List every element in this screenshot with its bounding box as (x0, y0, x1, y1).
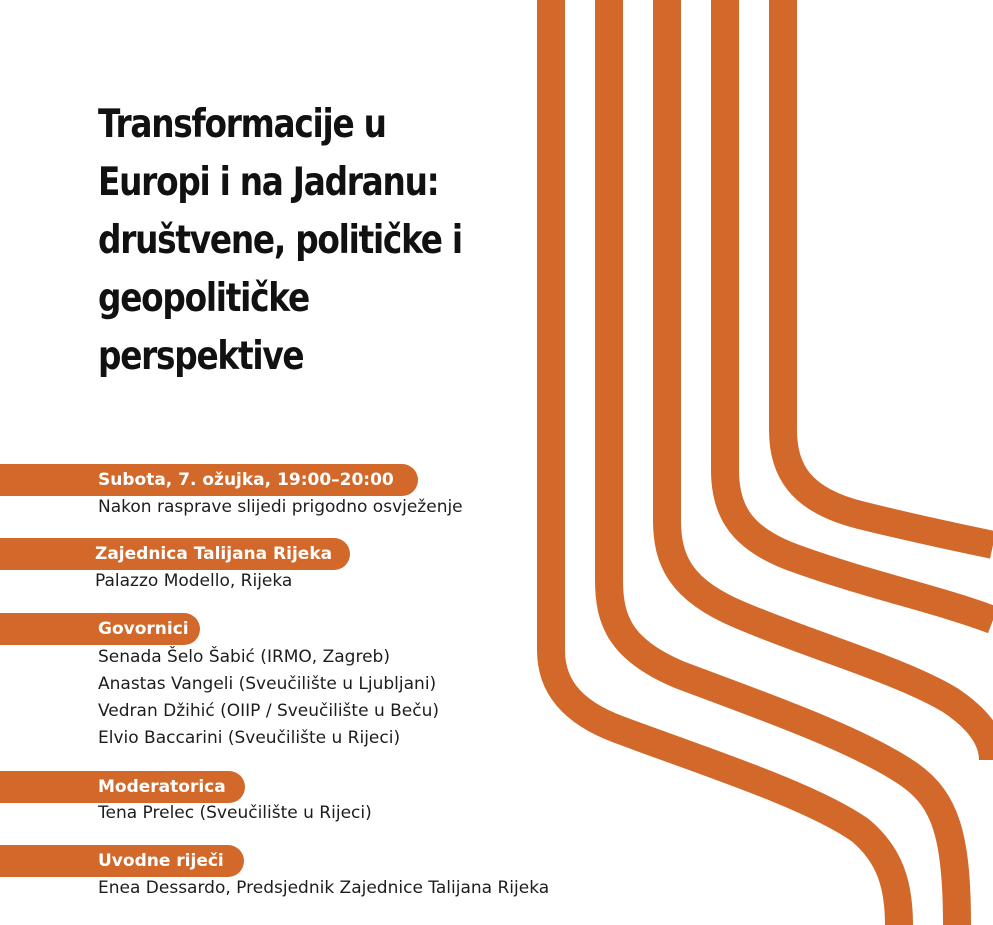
speaker-item: Senada Šelo Šabić (IRMO, Zagreb) (98, 647, 390, 667)
title-line: perspektive (98, 334, 304, 379)
title-line: društvene, političke i (98, 218, 462, 263)
speaker-item: Vedran Džihić (OIIP / Sveučilište u Beču) (98, 701, 439, 721)
datetime-label: Subota, 7. ožujka, 19:00–20:00 (0, 464, 418, 496)
moderator-name: Tena Prelec (Sveučilište u Rijeci) (98, 803, 372, 823)
event-title (98, 96, 462, 386)
title-line: geopolitičke (98, 276, 309, 321)
title-line: Europi i na Jadranu: (98, 160, 439, 205)
speaker-item: Anastas Vangeli (Sveučilište u Ljubljani) (98, 674, 437, 694)
venue-address: Palazzo Modello, Rijeka (95, 571, 293, 591)
intro-label: Uvodne riječi (0, 845, 244, 877)
intro-speaker: Enea Dessardo, Predsjednik Zajednice Talijana Rijeka (98, 878, 550, 898)
moderator-label: Moderatorica (0, 771, 245, 803)
title-line: Transformacije u (98, 102, 386, 147)
venue-label: Zajednica Talijana Rijeka (0, 538, 350, 570)
speakers-label: Govornici (0, 613, 200, 645)
datetime-note: Nakon rasprave slijedi prigodno osvježenje (98, 497, 463, 517)
speaker-item: Elvio Baccarini (Sveučilište u Rijeci) (98, 728, 401, 748)
stripe-5 (783, 0, 993, 545)
